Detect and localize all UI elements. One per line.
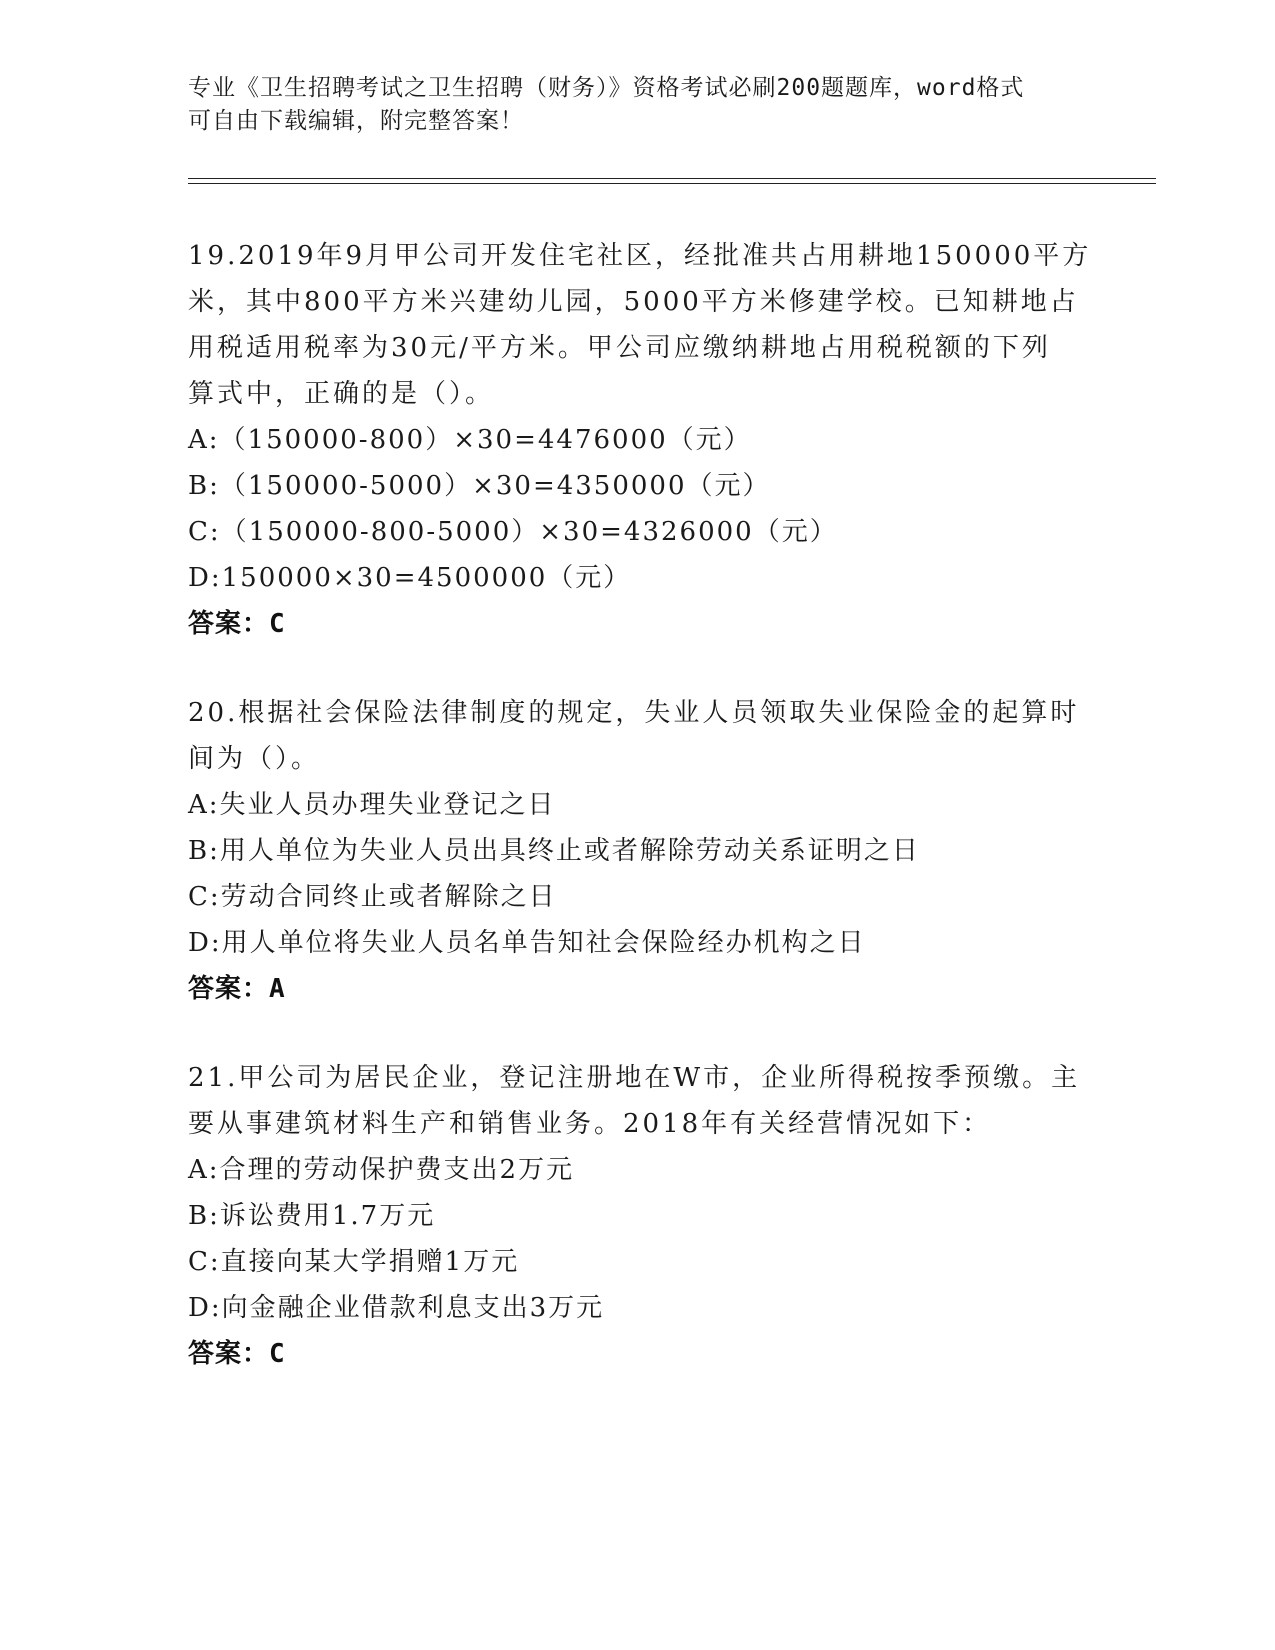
option-a: A:（150000-800）×30=4476000（元） [188, 425, 752, 455]
question-21 [188, 1055, 1088, 1377]
option-c: C:劳动合同终止或者解除之日 [188, 882, 557, 912]
answer-label: 答案：C [188, 1339, 286, 1369]
answer-label: 答案：C [188, 609, 286, 639]
question-19 [188, 233, 1092, 647]
question-stem-line: 算式中，正确的是（）。 [188, 379, 495, 409]
question-stem-line: 间为（）。 [188, 744, 321, 774]
option-d: D:150000×30=4500000（元） [188, 563, 632, 593]
option-b: B:诉讼费用1.7万元 [188, 1201, 436, 1231]
document-header [188, 72, 1088, 138]
option-a: A:失业人员办理失业登记之日 [188, 790, 556, 820]
option-c: C:直接向某大学捐赠1万元 [188, 1247, 520, 1277]
answer-label: 答案：A [188, 974, 286, 1004]
option-d: D:向金融企业借款利息支出3万元 [188, 1293, 605, 1323]
header-title-line-2: 可自由下载编辑，附完整答案！ [188, 108, 524, 134]
option-c: C:（150000-800-5000）×30=4326000（元） [188, 517, 838, 547]
question-stem-line: 20.根据社会保险法律制度的规定，失业人员领取失业保险金的起算时 [188, 698, 1080, 728]
question-stem-line: 要从事建筑材料生产和销售业务。2018年有关经营情况如下： [188, 1109, 992, 1139]
option-b: B:用人单位为失业人员出具终止或者解除劳动关系证明之日 [188, 836, 920, 866]
option-a: A:合理的劳动保护费支出2万元 [188, 1155, 575, 1185]
question-stem-line: 用税适用税率为30元/平方米。甲公司应缴纳耕地占用税税额的下列 [188, 333, 1051, 363]
question-stem-line: 21.甲公司为居民企业，登记注册地在W市，企业所得税按季预缴。主 [188, 1063, 1081, 1093]
question-20 [188, 690, 1088, 1012]
header-title-line-1: 专业《卫生招聘考试之卫生招聘（财务）》资格考试必刷200题题库，word格式 [188, 75, 1025, 101]
question-stem-line: 19.2019年9月甲公司开发住宅社区，经批准共占用耕地150000平方 [188, 241, 1092, 271]
option-b: B:（150000-5000）×30=4350000（元） [188, 471, 771, 501]
header-divider-top [188, 178, 1156, 179]
option-d: D:用人单位将失业人员名单告知社会保险经办机构之日 [188, 928, 866, 958]
question-stem-line: 米，其中800平方米兴建幼儿园，5000平方米修建学校。已知耕地占 [188, 287, 1079, 317]
header-divider-bottom [188, 183, 1156, 184]
